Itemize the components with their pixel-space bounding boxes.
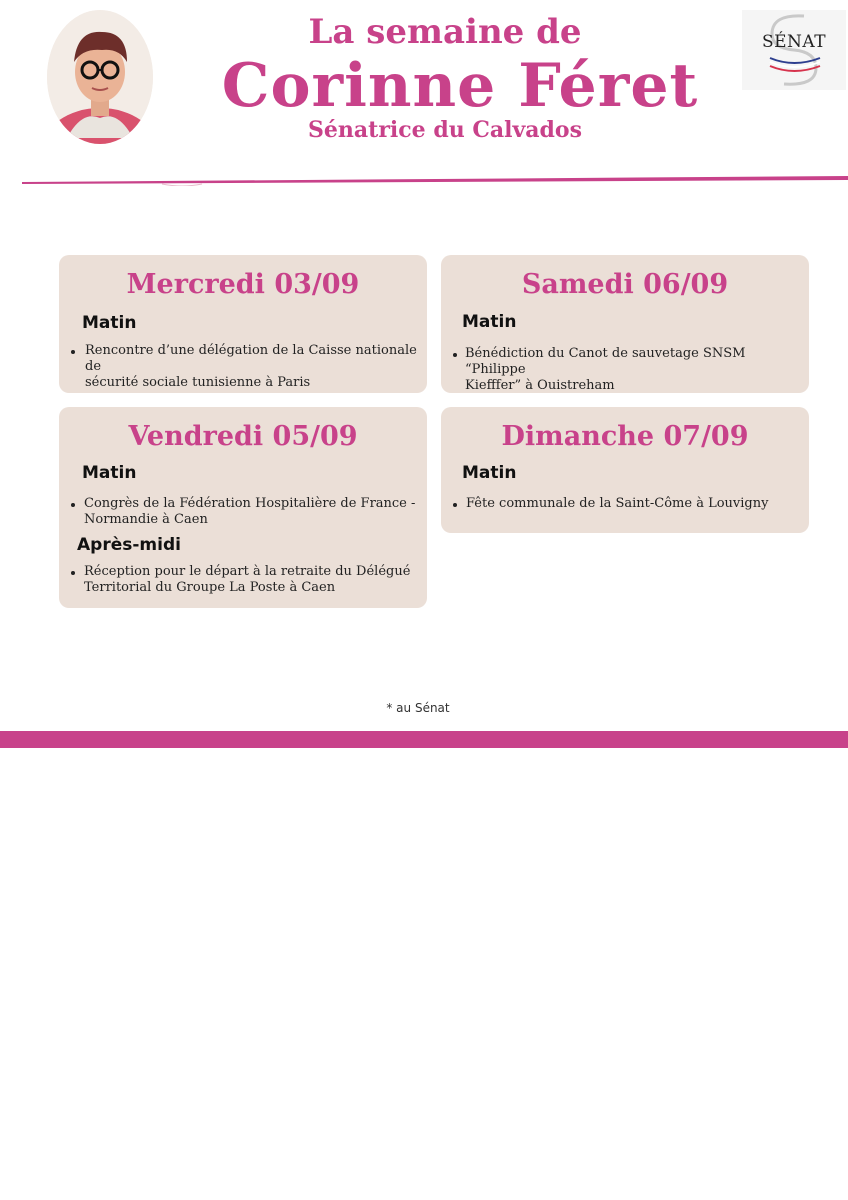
slot-label-matin: Matin	[462, 463, 517, 483]
event-item	[85, 343, 427, 391]
slot-label-matin: Matin	[462, 312, 517, 332]
page-subtitle: Sénatrice du Calvados	[308, 117, 582, 143]
event-item-line: Bénédiction du Canot de sauvetage SNSM “Philippe	[465, 346, 746, 377]
event-item	[84, 496, 415, 528]
bullet-icon	[453, 353, 457, 357]
day-title: Mercredi 03/09	[126, 269, 360, 300]
header-divider	[22, 172, 848, 186]
event-item	[466, 496, 768, 512]
event-item-line: Réception pour le départ à la retraite du Délégué	[84, 564, 411, 579]
senat-logo	[742, 10, 846, 90]
day-title: Samedi 06/09	[521, 269, 729, 300]
bullet-icon	[71, 503, 75, 507]
day-card-vendredi	[59, 407, 427, 608]
page-title-prefix: La semaine de	[308, 12, 582, 52]
page-title-name: Corinne Féret	[221, 51, 699, 121]
day-card-mercredi	[59, 255, 427, 393]
footnote: * au Sénat	[386, 701, 450, 715]
event-item-line: Congrès de la Fédération Hospitalière de France -	[84, 496, 416, 511]
slot-label-matin: Matin	[82, 463, 137, 483]
event-item	[465, 346, 809, 394]
day-card-samedi	[441, 255, 809, 393]
bullet-icon	[71, 350, 75, 354]
event-item-line: sécurité sociale tunisienne à Paris	[85, 375, 311, 390]
senat-logo-text: SÉNAT	[761, 32, 827, 52]
event-item-line: Fête communale de la Saint-Côme à Louvigny	[466, 496, 769, 511]
day-title: Vendredi 05/09	[128, 421, 358, 452]
bullet-icon	[453, 503, 457, 507]
day-title: Dimanche 07/09	[501, 421, 749, 452]
slot-label-apres-midi: Après-midi	[77, 535, 181, 555]
event-item-line: Territorial du Groupe La Poste à Caen	[84, 580, 336, 595]
event-item-line: Rencontre d’une délégation de la Caisse nationale de	[85, 343, 417, 374]
bullet-icon	[71, 571, 75, 575]
day-card-dimanche	[441, 407, 809, 533]
footer-bar	[0, 731, 848, 748]
event-item-line: Kiefffer” à Ouistreham	[465, 378, 615, 393]
slot-label-matin: Matin	[82, 313, 137, 333]
event-item-line: Normandie à Caen	[84, 512, 208, 527]
event-item	[84, 564, 410, 596]
avatar	[47, 10, 153, 144]
